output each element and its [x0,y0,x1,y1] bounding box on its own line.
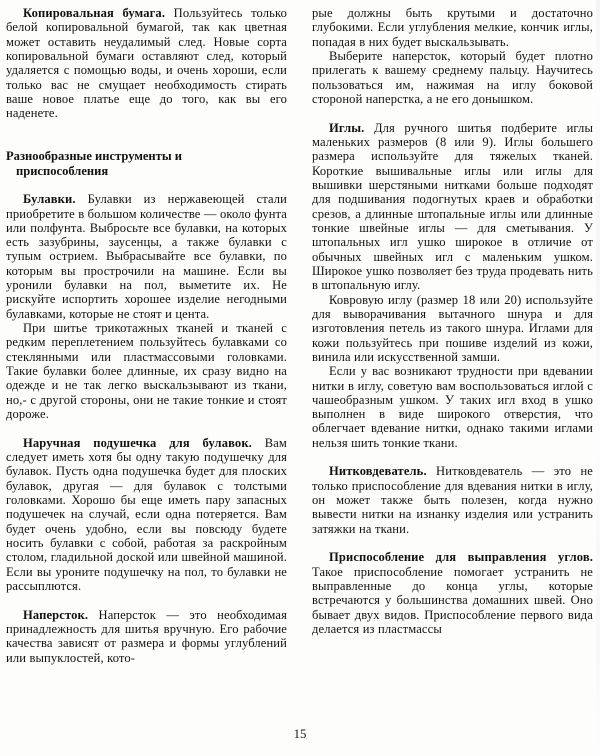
paragraph-pincushion [6,436,287,594]
paragraph-body-pins-knitwear: При шитье трикотажных тканей и тканей с редким переплетением пользуйтесь булавками со стеклянными или пластмассовыми головками. Такие булавки более длинные, их сразу видно на одежде и не так легко выскальзывают из ткани, но,- с другой стороны, они не такие тонкие и стоят дороже. [6,321,287,422]
paragraph-thimble-fit [312,49,593,106]
left-column [6,0,287,665]
paragraph-thimble [6,608,287,665]
runin-heading-copy-paper: Копировальная бумага. [23,6,166,20]
paragraph-corner-tool [312,550,593,636]
runin-heading-pincushion: Наручная подушечка для булавок. [23,435,252,450]
runin-heading-corner-tool: Приспособление для выправления углов. [329,550,593,565]
right-column [312,0,593,636]
paragraph-threader [312,464,593,536]
paragraph-cup-eye-needle [312,364,593,450]
paragraph-needles [312,121,593,293]
section-heading-tools [6,149,287,178]
paragraph-thimble-continued [312,6,593,49]
paragraph-body-pincushion: Вам следует иметь хотя бы одну такую подушечку для булавок. Пусть одна подушечка будет для плоских булавок, другая — для булавок с толстыми головками. Хорошо бы еще иметь пару запасных подушечек на случай, если одна потеряется. Вам будет очень удобно, если вы повсюду будете носить булавки с собой, работая за раскройным столом, гладильной доской или швейной машиной. Если вы уроните подушечку на пол, то булавки не рассыплются. [6,435,287,593]
paragraph-body-corner-tool: Такое приспособление помогает устранить не выправленные до конца углы, которые встречаются у большинства домашних швей. Оно бывает двух видов. Приспособление первого вида делается из пластмассы [312,564,593,637]
paragraph-body-thimble-fit: Выберите наперсток, который будет плотно прилегать к вашему среднему пальцу. Научитесь пользоваться им, нажимая на иглу боковой стороной наперстка, а не его донышком. [312,48,593,106]
paragraph-pins-knitwear [6,321,287,421]
runin-heading-needles: Иглы. [329,120,365,135]
paragraph-copy-paper [6,6,287,121]
runin-heading-pins: Булавки. [23,192,76,207]
paragraph-body-threader: Нитковдеватель — это не только приспособление для вдевания нитки в иглу, он может также быть полезен, когда нужно вывести нитки на изнанку изделия или устранить затяжки на ткани. [312,464,593,536]
paragraph-body-copy-paper: Пользуйтесь только белой копировальной бумагой, так как цветная может оставить неудалимый след. Новые сорта копировальной бумаги оставляют след, который удаляется с помощью воды, и очень хороши, если только вас не смущает необходимость стирать ваше новое платье еще до того, как вы его наденете. [6,6,287,121]
paragraph-carpet-needle [312,293,593,365]
section-heading-line-1: Разнообразные инструменты и [6,149,182,164]
runin-heading-threader: Нитковдеватель. [329,464,427,479]
paragraph-body-cup-eye-needle: Если у вас возникают трудности при вдевании нитки в иглу, советую вам воспользоваться иглой с чашеобразным ушком. У таких игл вход в ушко выполнен в виде широкого отверстия, что облегчает вдевание нитки, однако такими иглами нельзя шить тонкие ткани. [312,364,593,450]
paragraph-body-pins: Булавки из нержавеющей стали приобретите в большом количестве — около фунта или полфунта. Выбросьте все булавки, на которых есть зазубрины, заусенцы, а также булавки с тупым острием. Выбрасывайте все булавки, по которым вы прострочили на машине. Если вы уронили булавки на пол, выметите их. Не рискуйте испортить хорошее изделие негодными булавками, которые не стоят и цента. [6,192,287,321]
paragraph-pins [6,192,287,321]
section-heading-line-2: приспособления [16,163,109,178]
paragraph-body-needles: Для ручного шитья подберите иглы маленьких размеров (8 или 9). Иглы большего размера используйте для тяжелых тканей. Короткие вышивальные иглы или иглы для вышивки шерстяными нитками больше подходят для подшивания подогнутых краев и обработки срезов, а длинные штопальные иглы или длинные тонкие швейные иглы — для сметывания. У штопальных игл ушко широкое в отличие от обычных швейных игл с маленьким ушком. Широкое ушко позволяет без труда продевать нить в штопальную иглу. [312,120,593,293]
paragraph-body-thimble-continued: рые должны быть крутыми и достаточно глубокими. Если углубления мелкие, кончик иглы, попадая в них будет выскальзывать. [312,6,593,49]
runin-heading-thimble: Наперсток. [23,607,89,622]
paragraph-body-thimble: Наперсток — это необходимая принадлежность для шитья вручную. Его рабочие качества зависят от размера и формы углублений или выпуклостей, кото- [6,607,287,665]
paragraph-body-carpet-needle: Ковровую иглу (размер 18 или 20) используйте для выворачивания вытачного шнура и для изготовления петель из такого шнура. Иглами для кожи пользуйтесь при пошиве изделий из кожи, винила или искусственной замши. [312,292,593,364]
page-number: 15 [293,727,307,741]
